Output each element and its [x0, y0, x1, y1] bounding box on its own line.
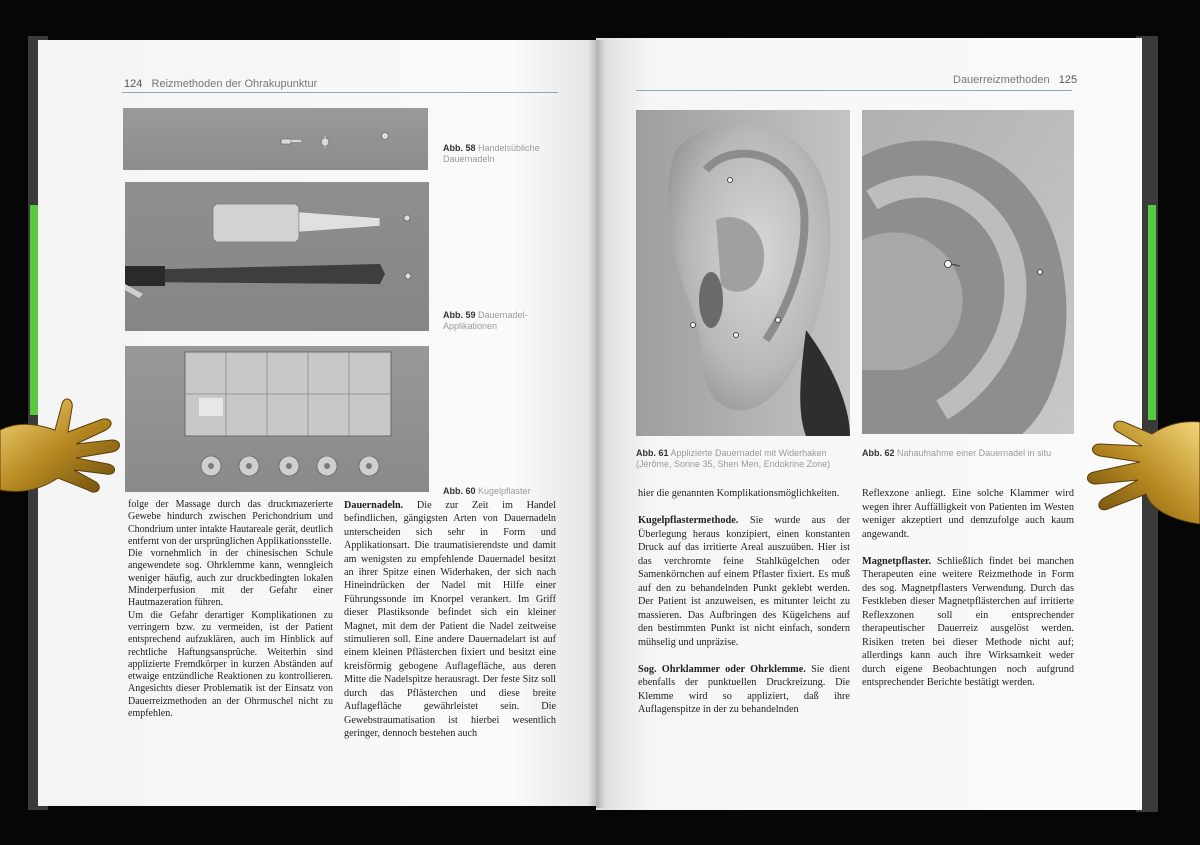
right-running-title: Dauerreizmethoden: [953, 74, 1050, 86]
figure-61-text: Applizierte Dauernadel mit Widerhaken (Jérôme, Sonne 35, Shen Men, Endokrine Zone): [636, 448, 831, 469]
right-col1-section: [638, 663, 850, 717]
right-brass-hand-icon: [1080, 408, 1200, 543]
section-heading-ohrklammer: Sog. Ohrklammer oder Ohrklemme.: [638, 663, 806, 675]
right-col1-intro: hier die genannten Komplikationsmöglichkeiten.: [638, 488, 840, 499]
figure-58-label: Abb. 58: [443, 143, 476, 153]
figure-62-photo: [862, 110, 1074, 434]
figure-58-photo: [123, 108, 428, 170]
left-col1-paragraph: Um die Gefahr derartiger Komplikationen zu verringern bzw. zu vermeiden, ist der Patient entsprechend aufzuklären, auch im Hinblick auf rechtliche Haftungsansprüche. Weiterhin sind applizierte Fremdkörper in kurzen Abständen auf etwaige entzündliche Reaktionen zu kontrollieren. Angesichts dieser Problematik ist der Einsatz von Dauerreizmethoden an der Ohrmuschel nicht zu empfehlen.: [128, 609, 333, 720]
figure-60-label: Abb. 60: [443, 486, 476, 496]
left-column-1: [128, 499, 333, 720]
section-text-ohrklammer: Sie dient ebenfalls der punktuellen Druckreizung. Die Klemme wird so appliziert, daß ihre Auflagenspitze in der zu behandelnden: [638, 663, 850, 715]
left-header-rule: [122, 92, 558, 93]
section-text-magnetpflaster: Schließlich findet bei manchen Therapeuten eine weitere Reizmethode in Form des sog. Magnetpflasters Verwendung. Durch das Festkleben dieser Magnetpflästerchen auf irritierte Reflexzonen soll ein entsprechender therapeutischer Dauerreiz ausgelöst werden. Risiken treten bei dieser Methode nicht auf; allerdings kann auch ihre Wirksamkeit weder durch eigene Beobachtungen noch aufgrund entsprechender Berichte bestätigt werden.: [862, 555, 1075, 688]
right-page-number: 125: [1058, 74, 1078, 86]
section-text-kugelpflaster: Sie wurde aus der Überlegung heraus konzipiert, einen konstanten Druck auf das irritierte Areal auszuüben. Hier ist das verchromte feine Stahlkügelchen oder Samenkörnchen auf einem Pflaster fixiert. Es muß auf den zu behandelnden Punkt geklebt werden. Der Patient ist anzuweisen, es mitunter leicht zu massieren. Das Aufbringen des Kügelchens auf den bestimmten Punkt ist nicht einfach, sondern mühselig und unpräzise.: [638, 515, 850, 648]
figure-62-label: Abb. 62: [862, 448, 895, 458]
figure-62-text: Nahaufnahme einer Dauernadel in situ: [897, 448, 1052, 458]
figure-61-caption: [636, 448, 850, 470]
figure-59-label: Abb. 59: [443, 310, 476, 320]
book-gutter-shadow: [588, 40, 606, 808]
figure-60-photo: [125, 346, 429, 492]
needles-illustration: [123, 108, 428, 170]
figure-62-caption: [862, 448, 1074, 459]
section-heading-kugelpflaster: Kugelpflastermethode.: [638, 515, 739, 526]
ear-closeup-illustration: [862, 110, 1074, 434]
figure-58-text: Handelsübliche Dauernadeln: [443, 143, 540, 164]
right-column-2: [862, 487, 1074, 690]
right-page: [596, 38, 1142, 810]
left-brass-hand-icon: [0, 390, 130, 530]
left-page-number: 124: [124, 78, 143, 90]
right-col2-section: [862, 555, 1074, 690]
left-col1-paragraph: folge der Massage durch das druckmazerierte Gewebe hindurch zwischen Perichondrium und Chondrium unter intakte Hautareale gerät, deutlich entfernt von der ursprünglichen Applikationsstelle.: [128, 499, 333, 547]
right-header-rule: [636, 90, 1072, 91]
figure-58-caption: [443, 143, 563, 165]
right-col2-intro: Reflexzone anliegt. Eine solche Klammer wird wegen ihrer Auffälligkeit von Patienten im Westen weniger akzeptiert und demzufolge auch kaum angewandt.: [862, 488, 1074, 540]
right-column-1: [638, 487, 850, 717]
figure-59-text: Dauernadel-Applikationen: [443, 310, 528, 331]
figure-60-text: Kugelpflaster: [478, 486, 531, 496]
left-running-title: Reizmethoden der Ohrakupunktur: [151, 78, 318, 90]
section-text-dauernadeln: Die zur Zeit im Handel befindlichen, gängigsten Arten von Dauernadeln unterscheiden sich sehr in Form und Applikationsart. Die traumatisierendste und damit am wenigsten zu empfehlende Dauernadel besitzt an ihrer Spitze einen Widerhaken, der sich nach Hineindrücken der Nadel mit Hilfe einer Führungssonde im Knorpel verankert. Im Griff dieser Plastiksonde befindet sich ein kleiner Magnet, mit dem der Patient die Nadel zeitweise stimulieren soll. Eine andere Dauernadelart ist auf einem kleinen Pflästerchen fixiert und besitzt eine kreisförmig gebogene Auflagefläche, aus deren Mitte die Nadelspitze herausragt. Der feste Sitz soll durch das Pflästerchen und diese breite Auflagefläche gewährleistet sein. Die Gewebstraumatisation ist hierbei wesentlich geringer, dennoch bestehen auch: [344, 500, 557, 739]
section-heading-magnetpflaster: Magnetpflaster.: [862, 555, 932, 567]
section-heading-dauernadeln: Dauernadeln.: [344, 500, 404, 511]
right-col1-section: [638, 514, 850, 649]
left-col2-paragraph: [344, 499, 556, 740]
figure-61-label: Abb. 61: [636, 448, 669, 458]
figure-59-caption: [443, 310, 563, 332]
left-running-head: [124, 78, 317, 90]
cover-green-edge-right: [1148, 205, 1156, 420]
left-column-2: [344, 499, 556, 740]
figure-60-caption: [443, 486, 563, 497]
figure-61-photo: [636, 110, 850, 436]
left-col1-paragraph: Die vornehmlich in der chinesischen Schule angewendete sog. Ohrklemme kann, wenngleich weniger häufig, auch zur druckbedingten lokalen Minderperfusion mit der Gefahr einer Hautmazeration führen.: [128, 548, 333, 609]
figure-59-photo: [125, 182, 429, 331]
applicators-illustration: [125, 182, 429, 331]
right-running-head: [953, 74, 1077, 86]
ball-plasters-illustration: [125, 346, 429, 492]
ear-illustration: [636, 110, 850, 436]
